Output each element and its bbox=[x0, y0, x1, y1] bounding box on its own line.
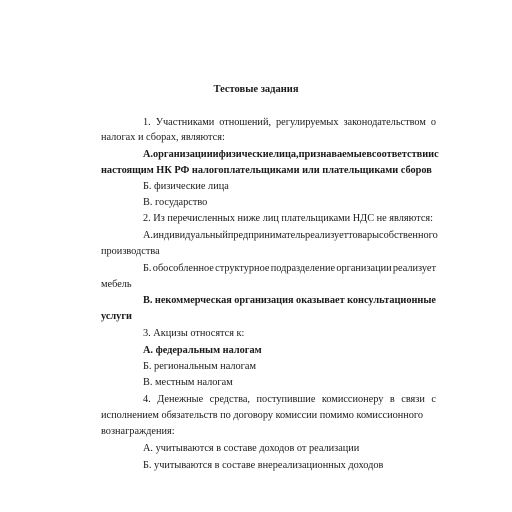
word: в bbox=[389, 394, 395, 405]
word: некоммерческая bbox=[154, 295, 232, 306]
word: признаваемые bbox=[298, 149, 367, 160]
word: индивидуальный bbox=[153, 230, 228, 241]
q2-question: 2. Из перечисленных ниже лиц плательщиками НДС не являются: bbox=[143, 213, 433, 224]
q2-answer-a-line1 bbox=[143, 229, 436, 242]
word: и bbox=[212, 149, 219, 160]
q2-answer-a-line2: производства bbox=[101, 246, 160, 257]
q4-question-words bbox=[143, 393, 436, 406]
word: лица, bbox=[273, 149, 299, 160]
page-title: Тестовые задания bbox=[213, 84, 299, 95]
word: Участниками bbox=[155, 117, 215, 128]
q3-question: 3. Акцизы относятся к: bbox=[143, 328, 245, 339]
word: связи bbox=[401, 394, 425, 405]
word: организации bbox=[336, 263, 392, 274]
word: оказывает bbox=[296, 295, 345, 306]
q4-question-line3: вознаграждения: bbox=[101, 426, 175, 437]
q2-answer-c-words bbox=[143, 294, 436, 307]
q2-answer-a-words bbox=[143, 229, 436, 242]
q1-question-line2: налогах и сборах, являются: bbox=[101, 132, 225, 143]
word: собственного bbox=[379, 230, 438, 241]
word: регулируемых bbox=[276, 117, 339, 128]
q1-question-words bbox=[143, 116, 436, 129]
word: предприниматель bbox=[227, 230, 306, 241]
word: 1. bbox=[143, 117, 151, 128]
q3-answer-b: Б. региональным налогам bbox=[143, 361, 256, 372]
q1-answer-a-line2: настоящим НК РФ налогоплательщиками или плательщиками сборов bbox=[101, 165, 432, 176]
word: А. bbox=[143, 149, 154, 160]
word: Денежные bbox=[157, 394, 204, 405]
q4-question-line1 bbox=[143, 393, 436, 406]
q4-answer-b: Б. учитываются в составе внереализационных доходов bbox=[143, 460, 384, 471]
word: консультационные bbox=[347, 295, 436, 306]
word: товары bbox=[348, 230, 380, 241]
q2-answer-b-words bbox=[143, 262, 436, 275]
word: отношений, bbox=[219, 117, 272, 128]
q1-answer-b: Б. физические лица bbox=[143, 181, 229, 192]
word: реализует bbox=[305, 230, 349, 241]
word: в bbox=[366, 149, 372, 160]
word: физические bbox=[218, 149, 274, 160]
word: поступившие bbox=[256, 394, 316, 405]
word: с bbox=[431, 394, 436, 405]
q1-answer-c: В. государство bbox=[143, 197, 208, 208]
q3-answer-a: А. федеральным налогам bbox=[143, 345, 262, 356]
q1-answer-a-words bbox=[143, 148, 439, 161]
q4-question-line2: исполнением обязательств по договору комиссии помимо комиссионного bbox=[101, 410, 424, 421]
word: обособленное bbox=[152, 263, 214, 274]
word: законодательством bbox=[343, 117, 426, 128]
word: средства, bbox=[209, 394, 250, 405]
word: структурное bbox=[215, 263, 270, 274]
word: с bbox=[434, 149, 439, 160]
word: организация bbox=[234, 295, 294, 306]
word: о bbox=[430, 117, 436, 128]
q3-answer-c: В. местным налогам bbox=[143, 377, 233, 388]
q4-answer-a: А. учитываются в составе доходов от реализации bbox=[143, 443, 360, 454]
word: соответствии bbox=[371, 149, 435, 160]
word: подразделение bbox=[270, 263, 336, 274]
q2-answer-b-line2: мебель bbox=[101, 279, 132, 290]
word: А. bbox=[143, 230, 154, 241]
word: организации bbox=[153, 149, 213, 160]
word: комиссионеру bbox=[321, 394, 384, 405]
word: В. bbox=[143, 295, 153, 306]
q1-question-line1 bbox=[143, 116, 436, 129]
word: 4. bbox=[143, 394, 151, 405]
word: Б. bbox=[143, 263, 152, 274]
q2-answer-b-line1 bbox=[143, 262, 436, 275]
q2-answer-c-line2: услуги bbox=[101, 311, 132, 322]
q2-answer-c-line1 bbox=[143, 294, 436, 307]
q1-answer-a-line1 bbox=[143, 148, 439, 161]
word: реализует bbox=[392, 263, 436, 274]
